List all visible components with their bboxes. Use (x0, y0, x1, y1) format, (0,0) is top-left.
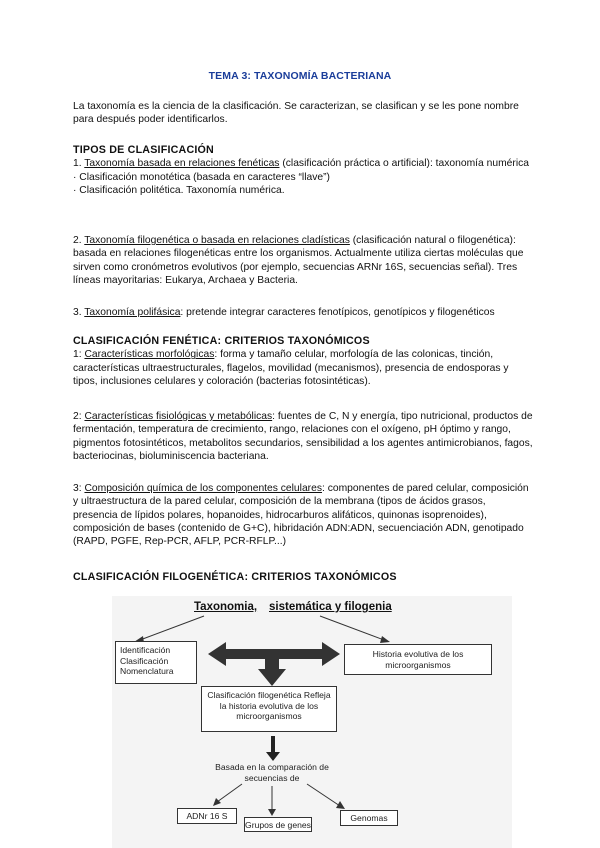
left-box-line: Nomenclatura (120, 666, 174, 676)
arrowhead-grupos (268, 809, 276, 816)
genomas-label: Genomas (350, 813, 388, 823)
intro-text: La taxonomía es la ciencia de la clasificación. Se caracterizan, se clasifican y se les pone nombre para después poder identificarlos. (73, 101, 519, 126)
identificacion-label (116, 645, 196, 677)
left-box-line: Identificación (120, 645, 171, 655)
filogenetica-heading: CLASIFICACIÓN FILOGENÉTICA: CRITERIOS TAXONÓMICOS (73, 571, 397, 583)
down-arrow-head (258, 669, 286, 686)
genomas-box (340, 810, 398, 826)
identificacion-box (115, 641, 197, 684)
filogenetica-section (73, 571, 533, 584)
arrow-to-left-box (140, 616, 204, 640)
down-arrow-shaft (265, 658, 279, 670)
item-number: 2. (73, 235, 85, 246)
tipos-item-2-text: (clasificación natural o filogenética): basada en relaciones filogenéticas entre los organismos. Actualmente utiliza ciertas moléculas que sirven como cronómetros evolutivos (por ejemplo, secuencias ARNr 16S, secuencias señal). Tres líneas mayoritarias: Eukarya, Archaea y Bacteria. (73, 235, 524, 286)
arrowhead-adnr (213, 798, 221, 806)
historia-box (344, 644, 492, 675)
arrow-to-genomas (307, 784, 340, 806)
item-number: 1. (73, 158, 85, 170)
arrow-to-right-box (320, 616, 384, 640)
fenetica-section (73, 335, 533, 388)
tipos-item-1 (73, 157, 533, 170)
arrowhead-right-box (380, 636, 390, 643)
fenetica-criterio-2 (73, 410, 533, 463)
fenetica-criterio-1-term: Características morfológicas (84, 349, 215, 361)
clasificacion-filogenetica-box (201, 686, 337, 732)
down-arrow-2-head (266, 752, 280, 761)
adnr-label: ADNr 16 S (186, 811, 228, 821)
fenetica-criterio-1 (73, 348, 533, 388)
double-arrow-left-head (208, 642, 226, 666)
arrow-to-adnr (217, 784, 242, 802)
tipos-item-3-block (73, 306, 533, 319)
diagram-title-left: Taxonomia, (194, 601, 258, 613)
fenetica-criterio-3-text: : componentes de pared celular, composición y ultraestructura de la pared celular, composición de la membrana (tipos de ácidos grasos, presencia de lípidos polares, hopanoides, hidrocarburos alifáticos, quinonas isoprenoides), composición de bases (contenido de G+C), hibridación ADN:ADN, secuenciación ADN, genotipado (RAPD, PGFE, Rep-PCR, AFLP, PCR-RFLP...) (73, 483, 529, 548)
tipos-item-1-term: Taxonomía basada en relaciones fenéticas (84, 158, 280, 170)
clasificacion-filogenetica-label: Clasificación filogenética Refleja la historia evolutiva de los microorganismos (207, 690, 331, 721)
tipos-item-1-text: (clasificación práctica o artificial): taxonomía numérica (279, 158, 529, 170)
document-title: TEMA 3: TAXONOMÍA BACTERIANA (208, 70, 392, 82)
tipos-item-3 (73, 306, 533, 319)
tipos-item-2-term: Taxonomía filogenética o basada en relaciones cladísticas (84, 235, 350, 246)
tipos-heading: TIPOS DE CLASIFICACIÓN (73, 144, 214, 156)
tipos-item-2-block (73, 234, 533, 287)
item-number: 3: (73, 483, 85, 494)
left-box-line: Clasificación (120, 655, 169, 666)
double-arrow-right-head (322, 642, 340, 666)
arrowhead-genomas (336, 801, 345, 809)
historia-label: Historia evolutiva de los microorganismos (372, 649, 464, 670)
fenetica-criterio-2-block (73, 410, 533, 463)
fenetica-criterio-2-text: : fuentes de C, N y energía, tipo nutricional, productos de fermentación, temperatura de crecimiento, rango, relaciones con el oxígeno, pH óptimo y rango, pigmentos fotosintéticos, metabolitos secundarios, sensibilidad a los agentes antimicrobianos, fagos, bacteriocinas, bioluminiscencia bacteriana. (73, 411, 533, 462)
taxonomy-diagram (112, 596, 512, 848)
fenetica-criterio-3-term: Composición química de los componentes celulares (84, 483, 322, 494)
grupos-label: Grupos de genes (245, 820, 311, 830)
fenetica-heading: CLASIFICACIÓN FENÉTICA: CRITERIOS TAXONÓMICOS (73, 335, 370, 347)
diagram-title-right: sistemática y filogenia (269, 601, 392, 613)
tipos-item-2 (73, 234, 533, 287)
grupos-box (244, 817, 312, 832)
fenetica-criterio-2-term: Características fisiológicas y metabólicas (84, 411, 273, 422)
tipos-item-3-term: Taxonomía polifásica (84, 307, 181, 318)
double-arrow-shaft (224, 649, 324, 659)
intro-paragraph (73, 100, 533, 127)
tipos-sub-2: · Clasificación politética. Taxonomía numérica. (73, 184, 285, 196)
adnr-box (177, 808, 237, 824)
basada-label: Basada en la comparación de secuencias de (215, 762, 329, 783)
fenetica-criterio-1-text: : forma y tamaño celular, morfología de las colonicas, tinción, características ultraestructurales, flagelos, movilidad (mecanismos), presencia de endosporas y tipos, inclusiones celulares y coloración (bacterias fotosintéticas). (73, 349, 509, 387)
item-number: 1: (73, 349, 85, 361)
item-number: 3. (73, 307, 85, 318)
fenetica-criterio-3 (73, 482, 533, 548)
fenetica-criterio-3-block (73, 482, 533, 548)
tipos-section (73, 144, 533, 197)
down-arrow-2-shaft (271, 736, 275, 754)
tipos-item-3-text: : pretende integrar caracteres fenotípicos, genotípicos y filogenéticos (180, 307, 495, 318)
tipos-sub-1: · Clasificación monotética (basada en caracteres “llave”) (73, 171, 330, 183)
item-number: 2: (73, 411, 85, 422)
